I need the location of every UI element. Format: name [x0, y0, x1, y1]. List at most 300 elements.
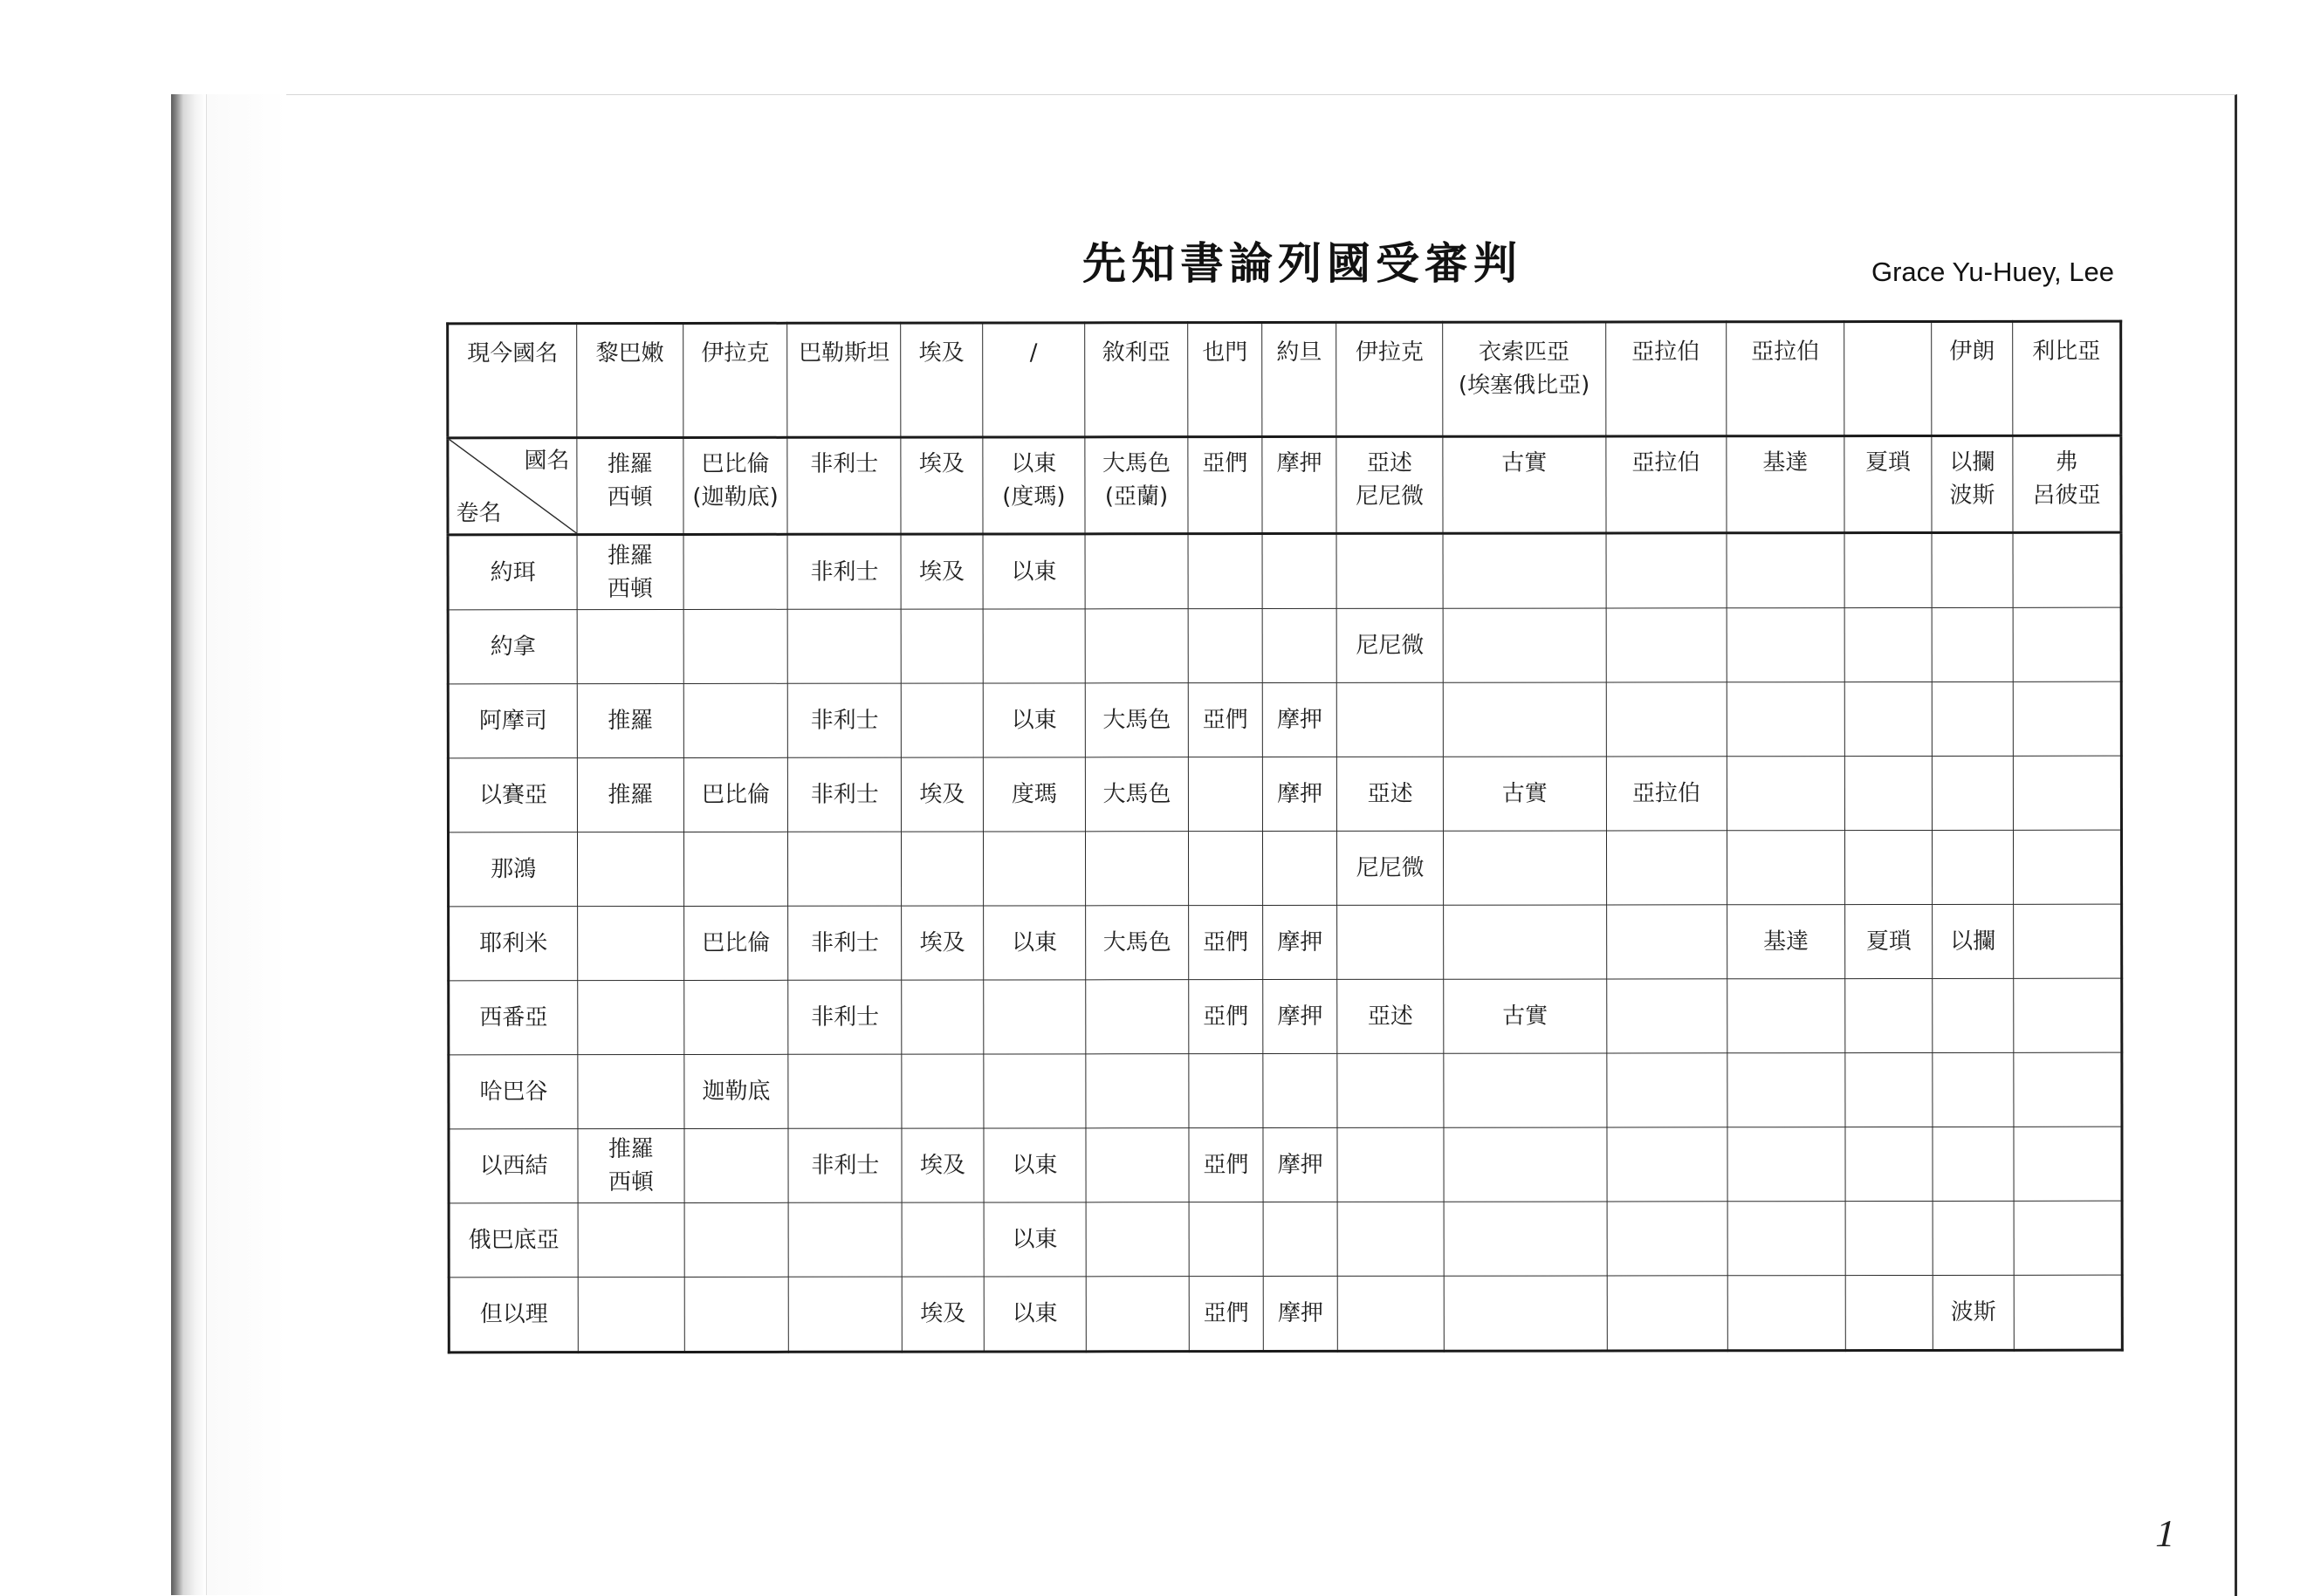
- cell-text-line: 埃及: [902, 447, 982, 480]
- judgment-cell: [1263, 1202, 1337, 1276]
- judgment-cell: [1263, 1276, 1337, 1351]
- judgment-cell: [1932, 756, 2013, 830]
- book-row: [449, 1052, 2122, 1129]
- judgment-cell: [902, 980, 983, 1054]
- judgment-cell: [1337, 979, 1444, 1053]
- modern-country-cell: [577, 323, 683, 437]
- cell-text-line: 大馬色: [1086, 703, 1188, 736]
- judgment-cell: [684, 1054, 789, 1128]
- judgment-cell: [902, 1202, 983, 1277]
- ancient-nation-cell: [1336, 436, 1443, 533]
- judgment-cell: [984, 1128, 1087, 1202]
- modern-country-header-row: [448, 321, 2121, 438]
- judgment-cell: [1262, 533, 1336, 608]
- cell-text-line: 非利士: [788, 556, 901, 589]
- book-name-cell: 但以理: [449, 1277, 578, 1353]
- cell-text-line: 西頓: [578, 572, 683, 606]
- cell-text-line: 非利士: [789, 1001, 902, 1034]
- book-name-cell: 俄巴底亞: [449, 1203, 578, 1277]
- judgment-cell: [1932, 904, 2013, 978]
- judgment-cell: [1845, 607, 1933, 682]
- judgment-cell: [1727, 1053, 1845, 1127]
- cell-text-line: 古實: [1444, 999, 1606, 1032]
- book-row: [449, 1201, 2122, 1277]
- judgment-cell: [684, 1277, 789, 1352]
- judgment-cell: [1262, 757, 1336, 831]
- cell-text-line: 度瑪: [983, 777, 1085, 811]
- judgment-cell: [1085, 534, 1188, 609]
- judgment-cell: [1443, 608, 1606, 682]
- judgment-cell: [1933, 1127, 2014, 1201]
- cell-text-line: 以東: [983, 555, 1085, 588]
- cell-text-line: 摩押: [1263, 703, 1336, 736]
- cell-text-line: 埃及: [902, 555, 982, 588]
- judgment-cell: [2014, 1127, 2122, 1201]
- cell-text-line: 伊朗: [1932, 335, 2012, 368]
- cell-text-line: 基達: [1727, 446, 1844, 479]
- book-name-cell: 約拿: [448, 610, 577, 684]
- judgment-cell: [1845, 1127, 1933, 1201]
- ancient-nation-cell: [787, 437, 901, 534]
- judgment-cell: [1606, 1053, 1727, 1127]
- cell-text-line: 夏瑣: [1845, 446, 1931, 479]
- judgment-cell: [1846, 1275, 1933, 1350]
- judgment-cell: [1337, 1276, 1444, 1351]
- judgment-cell: [983, 683, 1086, 757]
- cell-text-line: 埃及: [903, 1148, 983, 1182]
- judgment-cell: [788, 609, 902, 683]
- cell-text-line: 大馬色: [1086, 926, 1188, 959]
- judgment-cell: [1727, 1202, 1846, 1276]
- judgment-cell: [1336, 608, 1443, 682]
- cell-text-line: 亞們: [1189, 1000, 1262, 1033]
- cell-text-line: 亞們: [1188, 447, 1261, 480]
- judgment-cell: [683, 683, 788, 757]
- cell-text-line: 推羅: [578, 704, 683, 737]
- judgment-cell: [1845, 1052, 1933, 1127]
- cell-text-line: 也門: [1188, 336, 1261, 369]
- cell-text-line: 基達: [1727, 925, 1845, 958]
- cell-text-line: 非利士: [788, 704, 901, 737]
- judgment-cell: [683, 757, 788, 832]
- book-name-cell: 耶利米: [449, 907, 578, 981]
- judgment-cell: [1337, 1127, 1444, 1202]
- judgment-cell: [983, 609, 1086, 683]
- judgment-cell: [1263, 831, 1337, 905]
- judgment-cell: [1263, 979, 1337, 1053]
- cell-text-line: 亞們: [1190, 1297, 1263, 1330]
- judgment-cell: [577, 757, 683, 832]
- judgment-cell: [683, 832, 788, 906]
- cell-text-line: 弗: [2014, 446, 2120, 479]
- cell-text-line: 非利士: [789, 1149, 902, 1182]
- ancient-nation-cell: [2013, 435, 2121, 532]
- judgment-cell: [901, 534, 982, 609]
- judgment-cell: [1933, 978, 2014, 1052]
- cell-text-line: 夏瑣: [1846, 925, 1932, 958]
- judgment-cell: [788, 980, 902, 1054]
- judgment-cell: [1933, 1275, 2014, 1350]
- judgment-cell: [1727, 533, 1845, 608]
- judgment-cell: [1263, 1053, 1337, 1127]
- judgment-cell: [902, 906, 983, 980]
- cell-text-line: 推羅: [578, 778, 683, 812]
- cell-text-line: 非利士: [788, 448, 901, 481]
- judgment-cell: [1845, 978, 1933, 1052]
- judgment-cell: [683, 906, 788, 980]
- modern-country-cell: [1932, 321, 2013, 435]
- cell-text-line: 埃及: [903, 1297, 983, 1330]
- cell-text-line: 巴比倫: [683, 448, 787, 481]
- judgment-cell: [1188, 757, 1262, 832]
- cell-text-line: (亞蘭): [1086, 480, 1188, 513]
- judgment-cell: [1932, 682, 2013, 756]
- judgment-cell: [1085, 609, 1188, 683]
- judgment-cell: [1606, 979, 1727, 1053]
- ancient-nation-cell: [901, 437, 982, 534]
- cell-text-line: (埃塞俄比亞): [1443, 368, 1605, 401]
- judgment-cell: [983, 534, 1086, 609]
- judgment-cell: [1932, 532, 2013, 607]
- corner-header-cell: [448, 438, 577, 535]
- judgment-cell: [577, 609, 683, 683]
- judgment-cell: [1845, 682, 1933, 756]
- cell-text-line: 摩押: [1263, 777, 1336, 811]
- ancient-nation-header-row: [448, 435, 2121, 535]
- book-row: [449, 1275, 2122, 1353]
- judgment-cell: [1727, 682, 1845, 757]
- modern-country-cell: [1262, 322, 1336, 436]
- cell-text-line: 亞述: [1337, 447, 1443, 480]
- corner-book-label: 卷名: [456, 497, 501, 530]
- judgment-cell: [578, 1128, 684, 1202]
- judgment-cell: [1727, 905, 1845, 979]
- judgment-cell: [902, 757, 983, 832]
- cell-text-line: 伊拉克: [683, 337, 787, 370]
- judgment-cell: [1444, 1276, 1607, 1351]
- judgment-cell: [1443, 682, 1606, 757]
- cell-text-line: 巴勒斯坦: [788, 337, 901, 370]
- judgment-cell: [1189, 1277, 1263, 1352]
- book-row: [448, 830, 2121, 907]
- cell-text-line: 非利士: [789, 927, 902, 960]
- judgment-cell: [1086, 1277, 1189, 1352]
- cell-text-line: 巴比倫: [684, 927, 788, 960]
- modern-country-cell: [1443, 322, 1606, 436]
- judgment-cell: [1444, 1127, 1607, 1202]
- judgment-cell: [1933, 1201, 2014, 1275]
- judgment-cell: [2014, 830, 2122, 904]
- modern-country-cell: [2013, 321, 2121, 435]
- cell-text-line: 亞述: [1337, 777, 1443, 811]
- cell-text-line: /: [983, 336, 1085, 369]
- ancient-nation-cell: [1605, 436, 1726, 533]
- judgment-cell: [1337, 757, 1444, 831]
- judgment-cell: [1727, 979, 1845, 1053]
- judgment-cell: [1845, 904, 1933, 978]
- judgment-cell: [1189, 1202, 1263, 1277]
- cell-text-line: 摩押: [1262, 447, 1336, 480]
- judgment-cell: [578, 906, 684, 980]
- modern-country-cell: [1336, 322, 1443, 436]
- judgment-cell: [1606, 905, 1727, 979]
- cell-text-line: 以攔: [1933, 925, 2013, 958]
- judgment-cell: [1606, 682, 1727, 757]
- judgment-cell: [1845, 830, 1933, 904]
- judgment-cell: [1086, 1128, 1189, 1202]
- cell-text-line: 以攔: [1932, 446, 2012, 479]
- table-body: [448, 321, 2123, 1353]
- judgment-cell: [1086, 1202, 1189, 1277]
- judgment-cell: [1086, 1054, 1189, 1128]
- modern-country-cell: [1085, 323, 1188, 437]
- cell-text-line: 衣索匹亞: [1443, 335, 1605, 368]
- judgment-cell: [1606, 533, 1727, 608]
- book-name-cell: 以賽亞: [448, 758, 577, 832]
- cell-text-line: 約旦: [1262, 336, 1336, 369]
- judgment-cell: [983, 757, 1086, 832]
- scan-shadow-left: [171, 94, 206, 1595]
- judgment-cell: [2014, 1201, 2122, 1275]
- judgment-cell: [902, 832, 983, 906]
- page-number: 1: [2152, 1511, 2180, 1556]
- judgment-cell: [578, 832, 684, 906]
- judgment-cell: [1727, 1276, 1846, 1351]
- judgment-cell: [1188, 683, 1262, 757]
- cell-text-line: 尼尼微: [1337, 480, 1443, 513]
- ancient-nation-cell: [982, 437, 1085, 534]
- cell-text-line: 摩押: [1264, 1148, 1337, 1182]
- cell-text-line: 西頓: [578, 481, 683, 514]
- judgment-cell: [1337, 1202, 1444, 1276]
- judgment-cell: [1188, 609, 1262, 683]
- cell-text-line: 尼尼微: [1337, 852, 1443, 885]
- judgment-cell: [2013, 607, 2121, 682]
- corner-nation-label: 國名: [524, 444, 569, 477]
- judgment-cell: [788, 1128, 902, 1202]
- book-row: [448, 756, 2121, 832]
- cell-text-line: 尼尼微: [1337, 629, 1443, 662]
- judgment-cell: [1336, 533, 1443, 608]
- ancient-nation-cell: [1726, 436, 1844, 533]
- cell-text-line: 亞們: [1189, 1148, 1262, 1182]
- cell-text-line: 敘利亞: [1085, 336, 1187, 369]
- judgment-cell: [2014, 978, 2122, 1052]
- judgment-cell: [1444, 905, 1607, 979]
- cell-text-line: 巴比倫: [684, 778, 788, 812]
- judgment-cell: [2014, 904, 2122, 978]
- ancient-nation-cell: [683, 437, 788, 534]
- judgment-cell: [984, 1202, 1087, 1277]
- nations-judgment-table: [446, 320, 2124, 1354]
- judgment-cell: [788, 757, 902, 832]
- cell-text-line: 亞拉伯: [1607, 777, 1727, 810]
- judgment-cell: [1443, 831, 1606, 905]
- cell-text-line: 以東: [984, 1148, 1086, 1182]
- judgment-cell: [1444, 1202, 1607, 1276]
- judgment-cell: [1844, 532, 1932, 607]
- judgment-cell: [1443, 533, 1606, 608]
- cell-text-line: 黎巴嫩: [577, 337, 683, 370]
- cell-text-line: 以東: [983, 703, 1085, 736]
- cell-text-line: 亞拉伯: [1727, 335, 1844, 368]
- book-name-cell: 約珥: [448, 535, 577, 610]
- judgment-cell: [1727, 757, 1845, 831]
- book-row: [448, 607, 2121, 684]
- modern-header-label: 現今國名: [448, 324, 577, 438]
- cell-text-line: 大馬色: [1086, 777, 1188, 811]
- judgment-cell: [684, 1128, 789, 1202]
- judgment-cell: [1607, 1276, 1727, 1351]
- cell-text-line: 伊拉克: [1336, 336, 1442, 369]
- judgment-cell: [1263, 905, 1337, 979]
- cell-text-line: 利比亞: [2013, 335, 2119, 368]
- book-name-cell: 阿摩司: [448, 684, 577, 758]
- cell-text-line: 以東: [984, 926, 1086, 959]
- modern-country-cell: [1726, 322, 1844, 436]
- judgment-cell: [788, 832, 902, 906]
- judgment-cell: [1932, 830, 2013, 904]
- modern-country-cell: [901, 323, 982, 437]
- judgment-cell: [787, 534, 901, 609]
- modern-country-cell: [683, 323, 787, 437]
- judgment-cell: [983, 832, 1086, 906]
- book-row: [448, 532, 2121, 610]
- cell-text-line: 推羅: [577, 448, 683, 481]
- judgment-cell: [684, 980, 789, 1054]
- judgment-cell: [1606, 757, 1727, 831]
- cell-text-line: 埃及: [902, 777, 982, 811]
- modern-country-cell: [787, 323, 901, 437]
- cell-text-line: 亞拉伯: [1606, 446, 1726, 479]
- judgment-cell: [1337, 1053, 1444, 1127]
- book-name-cell: 哈巴谷: [449, 1055, 578, 1129]
- modern-country-cell: [1188, 323, 1262, 437]
- judgment-cell: [1188, 534, 1262, 609]
- book-name-cell: 以西結: [449, 1129, 578, 1203]
- cell-text-line: 埃及: [901, 336, 981, 369]
- cell-text-line: (迦勒底): [683, 481, 787, 514]
- judgment-cell: [2014, 1052, 2122, 1127]
- ancient-nation-cell: [1443, 436, 1606, 533]
- cell-text-line: 摩押: [1263, 926, 1336, 959]
- judgment-cell: [1444, 1053, 1607, 1127]
- ancient-nation-cell: [1188, 437, 1262, 534]
- judgment-cell: [1606, 831, 1727, 905]
- modern-country-cell: [982, 323, 1085, 437]
- judgment-cell: [577, 534, 683, 609]
- cell-text-line: 以東: [984, 1223, 1086, 1256]
- cell-text-line: 推羅: [579, 1133, 684, 1166]
- judgment-cell: [1444, 979, 1607, 1053]
- judgment-cell: [902, 1128, 983, 1202]
- judgment-cell: [1727, 1127, 1846, 1202]
- judgment-cell: [2014, 756, 2122, 830]
- judgment-cell: [901, 609, 982, 683]
- judgment-cell: [1086, 980, 1189, 1054]
- cell-text-line: 迦勒底: [684, 1075, 788, 1108]
- book-row: [449, 978, 2122, 1055]
- book-row: [449, 1127, 2122, 1203]
- cell-text-line: 亞們: [1189, 926, 1262, 959]
- judgment-cell: [983, 906, 1086, 980]
- judgment-cell: [1337, 905, 1444, 979]
- judgment-cell: [1086, 757, 1189, 832]
- cell-text-line: 以東: [984, 1297, 1086, 1330]
- cell-text-line: 亞述: [1338, 1000, 1444, 1033]
- judgment-cell: [2013, 532, 2121, 607]
- judgment-cell: [1189, 1054, 1263, 1128]
- judgment-cell: [788, 683, 902, 757]
- judgment-cell: [1933, 1052, 2014, 1127]
- cell-text-line: 呂彼亞: [2014, 479, 2120, 512]
- judgment-cell: [1727, 608, 1845, 682]
- cell-text-line: 古實: [1444, 777, 1606, 810]
- judgment-cell: [1086, 906, 1189, 980]
- judgment-cell: [902, 1277, 983, 1352]
- judgment-cell: [578, 1054, 684, 1128]
- judgment-cell: [902, 683, 983, 757]
- judgment-cell: [983, 980, 1086, 1054]
- scan-margin-strip: [206, 94, 287, 1595]
- book-row: [449, 904, 2122, 981]
- modern-country-cell: [1605, 322, 1726, 436]
- judgment-cell: [683, 534, 788, 609]
- book-name-cell: 西番亞: [449, 981, 578, 1055]
- ancient-nation-cell: [1085, 437, 1188, 534]
- judgment-cell: [2013, 682, 2121, 756]
- cell-text-line: (度瑪): [983, 480, 1085, 513]
- judgment-cell: [1086, 832, 1189, 906]
- judgment-cell: [1606, 608, 1727, 682]
- judgment-cell: [683, 609, 788, 683]
- cell-text-line: 摩押: [1264, 1297, 1337, 1330]
- judgment-cell: [984, 1277, 1087, 1352]
- judgment-cell: [1607, 1127, 1727, 1202]
- ancient-nation-cell: [1932, 435, 2013, 532]
- judgment-cell: [788, 1054, 902, 1128]
- judgment-cell: [577, 683, 683, 757]
- judgment-cell: [1262, 682, 1336, 757]
- judgment-cell: [1189, 906, 1263, 980]
- judgment-cell: [684, 1202, 789, 1277]
- cell-text-line: 古實: [1443, 446, 1605, 479]
- cell-text-line: 西頓: [579, 1166, 684, 1199]
- ancient-nation-cell: [577, 437, 683, 534]
- document-author: Grace Yu-Huey, Lee: [1871, 257, 2114, 288]
- judgment-cell: [578, 1277, 684, 1352]
- document-title: 先知書論列國受審判: [1082, 229, 1522, 291]
- judgment-cell: [1846, 1201, 1933, 1275]
- book-row: [448, 682, 2121, 758]
- judgment-cell: [1845, 756, 1933, 830]
- cell-text-line: 亞們: [1189, 703, 1262, 736]
- judgment-cell: [1607, 1202, 1727, 1276]
- modern-country-cell: [1844, 321, 1932, 435]
- judgment-cell: [1189, 980, 1263, 1054]
- cell-text-line: 摩押: [1263, 1000, 1336, 1033]
- cell-text-line: 埃及: [902, 926, 982, 959]
- cell-text-line: 非利士: [788, 778, 901, 812]
- cell-text-line: 推羅: [578, 539, 683, 572]
- judgment-cell: [789, 1202, 903, 1277]
- judgment-cell: [902, 1054, 983, 1128]
- judgment-cell: [578, 980, 684, 1054]
- judgment-cell: [1188, 832, 1262, 906]
- book-name-cell: 那鴻: [448, 832, 577, 907]
- judgment-cell: [788, 906, 902, 980]
- judgment-cell: [1262, 608, 1336, 682]
